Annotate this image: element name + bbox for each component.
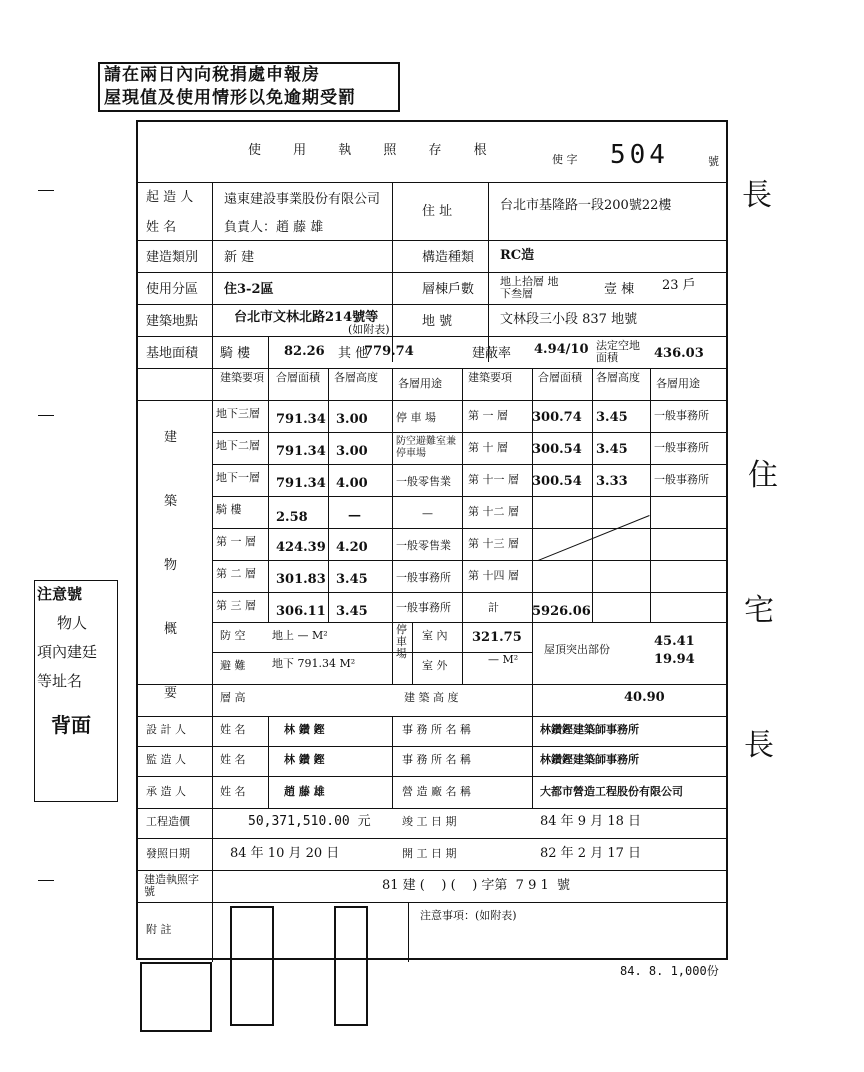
open-space: 436.03 [654,346,704,361]
label-parking: 停車場 [396,623,407,660]
floor-left-use: — [422,507,433,520]
shelter-area: 地上 — M² [272,629,328,642]
floor-right-use: 一般事務所 [654,409,709,422]
label-floor-height: 層 高 [220,691,246,704]
supervisor-office: 林鑽鏗建築師事務所 [540,753,639,766]
floors: 地上拾層 地下叁層 [500,275,559,300]
floor-left-item: 第 一 層 [216,535,256,548]
notice-line1: 請在兩日內向稅捐處申報房 [104,65,320,85]
floor-left-item: 第 三 層 [216,599,256,612]
issue-date: 84 年 10 月 20 日 [230,846,340,861]
permit-suffix: 號 [708,155,719,168]
print-info: 84. 8. 1,000份 [620,964,719,978]
label-office: 事 務 所 名 稱 [402,723,471,736]
label-contractor: 承 造 人 [146,785,186,798]
margin-note-line4: 等址名 [37,672,83,690]
official-seal [230,906,274,1026]
site-address-note: (如附表) [348,323,390,336]
floor-right-use: 一般事務所 [654,441,709,454]
label-firm: 營 造 廠 名 稱 [402,785,471,798]
buildings: 壹 棟 [604,282,635,297]
label-build-type: 建造類別 [146,250,199,265]
floor-left-area: 791.34 [276,412,326,427]
floor-right-item: 第 十三 層 [468,537,519,550]
permit-prefix: 使 字 [552,153,578,166]
floor-left-item: 地下三層 [216,407,260,420]
designer-office: 林鑽鏗建築師事務所 [540,723,639,736]
col-item-right: 建築要項 [468,371,512,384]
floor-left-area: 301.83 [276,572,326,587]
label-address: 住 址 [422,204,453,219]
floor-right-item: 第 十四 層 [468,569,519,582]
strike-line [538,515,650,561]
margin-note-line1: 注意號 [37,585,83,603]
label-indoor: 室 內 [422,629,448,642]
cost: 50,371,510.00 元 [248,814,371,829]
col-area-right: 合層面積 [538,371,582,384]
notes: 注意事項：(如附表) [420,909,517,922]
completion-date: 84 年 9 月 18 日 [540,814,642,829]
floor-right-height: 3.45 [596,410,628,425]
floor-left-item: 地下二層 [216,439,260,452]
evac-area: 地下 791.34 M² [272,657,356,670]
label-name: 姓 名 [146,220,177,235]
form-title: 使 用 執 照 存 根 [248,143,501,158]
floor-right-use: 一般事務所 [654,473,709,486]
margin-note-line3: 項內建廷 [37,643,98,661]
edge-mark [38,415,54,416]
floor-left-use: 一般事務所 [396,601,451,614]
floor-right-height: 3.45 [596,442,628,457]
label-zoning: 使用分區 [146,282,199,297]
designer-name: 林 鑽 鏗 [284,723,325,736]
col-height-right: 各層高度 [596,371,640,384]
floor-left-area: 791.34 [276,444,326,459]
col-use-right: 各層用途 [656,377,700,390]
label-evacuation: 避 難 [220,659,246,672]
floor-left-height: 4.00 [336,476,368,491]
structure: RC造 [500,248,535,263]
label-base-area: 基地面積 [146,346,199,361]
permit-number: 504 [610,140,669,170]
label-supervisor: 監 造 人 [146,753,186,766]
label-remarks: 附 註 [146,923,172,936]
label-person-name: 姓 名 [220,723,246,736]
floor-left-height: 3.00 [336,444,368,459]
supervisor-name: 林 鑽 鏗 [284,753,325,766]
label-permit-no: 建造執照字 號 [144,873,199,898]
col-item: 建築要項 [220,371,264,384]
floor-left-height: 3.45 [336,572,368,587]
edge-mark [38,190,54,191]
label-building-overview: 建 築 物 概 要 [164,430,178,701]
label-person-name: 姓 名 [220,753,246,766]
indoor-parking: 321.75 [472,630,522,645]
label-designer: 設 計 人 [146,723,186,736]
lot: 文林段三小段 837 地號 [500,312,638,327]
units: 23 戶 [662,278,696,293]
contractor-firm: 大都市營造工程股份有限公司 [540,785,683,798]
notice-line2: 屋現值及使用情形以免逾期受罰 [104,88,356,108]
col-area: 合層面積 [276,371,320,384]
label-total: 計 [488,601,499,614]
other-area: 779.74 [364,344,414,359]
floor-right-item: 第 一 層 [468,409,508,422]
floor-left-height: 3.00 [336,412,368,427]
arcade-area: 82.26 [284,344,325,359]
floor-left-use: 一般零售業 [396,475,451,488]
label-other: 其 他 [338,346,369,361]
permit-form [136,120,728,960]
owner-address: 台北市基隆路一段200號22樓 [500,198,672,213]
edge-mark [38,880,54,881]
floor-left-use: 防空避難室兼停車場 [396,436,456,459]
floor-left-item: 第 二 層 [216,567,256,580]
outdoor-parking: — M² [488,653,519,666]
label-completion: 竣 工 日 期 [402,815,457,828]
total-area: 5926.06 [532,604,591,619]
site-address: 台北市文林北路214號等 [234,310,379,325]
side-stamp-char: 住 [748,458,778,493]
floor-left-use: 一般事務所 [396,571,451,584]
floor-left-height: — [348,508,361,523]
label-roof-projection: 屋頂突出部份 [544,643,610,656]
label-building-height: 建 築 高 度 [404,691,459,704]
official-seal [140,962,212,1032]
label-structure: 構造種類 [422,250,475,265]
label-coverage: 建蔽率 [472,346,512,361]
start-date: 82 年 2 月 17 日 [540,846,642,861]
label-cost: 工程造價 [146,815,190,828]
label-floors-units: 層棟戶數 [422,282,475,297]
building-height: 40.90 [624,690,665,705]
floor-left-height: 4.20 [336,540,368,555]
side-stamp-char: 長 [744,728,774,763]
roof-projection-b: 19.94 [654,652,695,667]
label-start: 開 工 日 期 [402,847,457,860]
zoning: 住3-2區 [224,282,274,297]
contractor-name: 趙 藤 雄 [284,785,325,798]
label-shelter: 防 空 [220,629,246,642]
floor-right-area: 300.74 [532,410,582,425]
floor-right-item: 第 十 層 [468,441,508,454]
floor-left-height: 3.45 [336,604,368,619]
floor-left-area: 791.34 [276,476,326,491]
official-seal [334,906,368,1026]
notice-stamp [98,62,400,112]
label-open-space: 法定空地面積 [596,339,640,364]
owner-company: 遠東建設事業股份有限公司 [224,192,381,207]
floor-right-height: 3.33 [596,474,628,489]
floor-left-area: 2.58 [276,510,308,525]
owner-rep: 負責人：趙 藤 雄 [224,220,324,235]
label-site: 建築地點 [146,314,199,329]
label-arcade: 騎 樓 [220,346,251,361]
margin-note-line5: 背面 [51,713,91,737]
margin-note [34,580,118,802]
floor-left-item: 騎 樓 [216,503,242,516]
build-type: 新 建 [224,250,255,265]
margin-note-line2: 物人 [57,614,88,632]
label-issue: 發照日期 [146,847,190,860]
floor-right-item: 第 十一 層 [468,473,519,486]
floor-left-area: 424.39 [276,540,326,555]
label-outdoor: 室 外 [422,659,448,672]
label-builder: 起 造 人 [146,190,194,205]
label-lot: 地 號 [422,314,453,329]
floor-right-item: 第 十二 層 [468,505,519,518]
col-height: 各層高度 [334,371,378,384]
floor-left-use: 一般零售業 [396,539,451,552]
coverage: 4.94/10 [534,342,589,357]
label-office: 事 務 所 名 稱 [402,753,471,766]
floor-right-area: 300.54 [532,474,582,489]
permit-no: 81 建 ( ) ( ) 字第 7 9 1 號 [382,878,571,893]
floor-left-item: 地下一層 [216,471,260,484]
side-stamp-char: 宅 [744,593,774,628]
roof-projection-a: 45.41 [654,634,695,649]
col-use: 各層用途 [398,377,442,390]
floor-right-area: 300.54 [532,442,582,457]
label-person-name: 姓 名 [220,785,246,798]
side-stamp-char: 長 [742,178,772,213]
floor-left-area: 306.11 [276,604,326,619]
floor-left-use: 停 車 場 [396,411,436,424]
